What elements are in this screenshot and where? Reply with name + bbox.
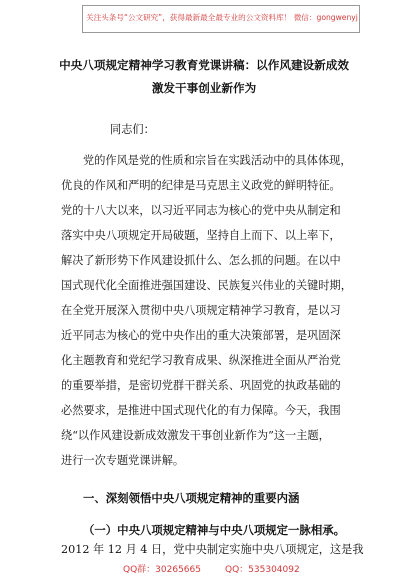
salutation: 同志们： (110, 123, 155, 136)
body-line: 化主题教育和党纪学习教育成果、纵深推进全面从严治党 (61, 354, 341, 367)
document-title-line-2: 激发干事创业新作为 (151, 81, 257, 95)
body-line: 落实中央八项规定开局破题，坚持自上而下、以上率下， (61, 229, 341, 242)
body-line: 必然要求，是推进中国式现代化的有力保障。今天，我围 (61, 404, 341, 417)
body-line: 在全党开展深入贯彻中央八项规定精神学习教育，是以习 (61, 304, 341, 317)
body-line: 近平同志为核心的党中央作出的重大决策部署，是巩固深 (61, 329, 341, 342)
footer-qq: QQ：535304092 (225, 565, 300, 575)
body-line: 党的十八大以来，以习近平同志为核心的党中央从制定和 (61, 204, 341, 217)
body-line: 优良的作风和严明的纪律是马克思主义政党的鲜明特征。 (61, 179, 341, 192)
document-title-line-1: 中央八项规定精神学习教育党课讲稿：以作风建设新成效 (59, 58, 349, 72)
body-line: 的重要举措，是密切党群干群关系、巩固党的执政基础的 (61, 379, 341, 392)
body-line: 进行一次专题党课讲解。 (61, 454, 185, 467)
body-line: 绕“以作风建设新成效激发干事创业新作为”这一主题， (61, 429, 330, 442)
body-line: 国式现代化全面推进强国建设、民族复兴伟业的关键时期， (61, 279, 352, 292)
body-line: 2012 年 12 月 4 日，党中央制定实施中央八项规定，这是我 (61, 543, 364, 556)
body-line: 解决了新形势下作风建设抓什么、怎么抓的问题。在以中 (61, 254, 341, 267)
subsection-heading-1: （一）中央八项规定精神与中央八项规定一脉相承。 (83, 523, 345, 537)
header-banner-text: 关注头条号“公文研究”，获得最新最全最专业的公文资料库！ 微信：gongwenyj (86, 13, 358, 22)
body-line: 党的作风是党的性质和宗旨在实践活动中的具体体现， (83, 154, 352, 167)
footer-qq-group: QQ群：30265665 (123, 565, 201, 575)
section-heading-1: 一、深刻领悟中央八项规定精神的重要内涵 (83, 491, 300, 505)
